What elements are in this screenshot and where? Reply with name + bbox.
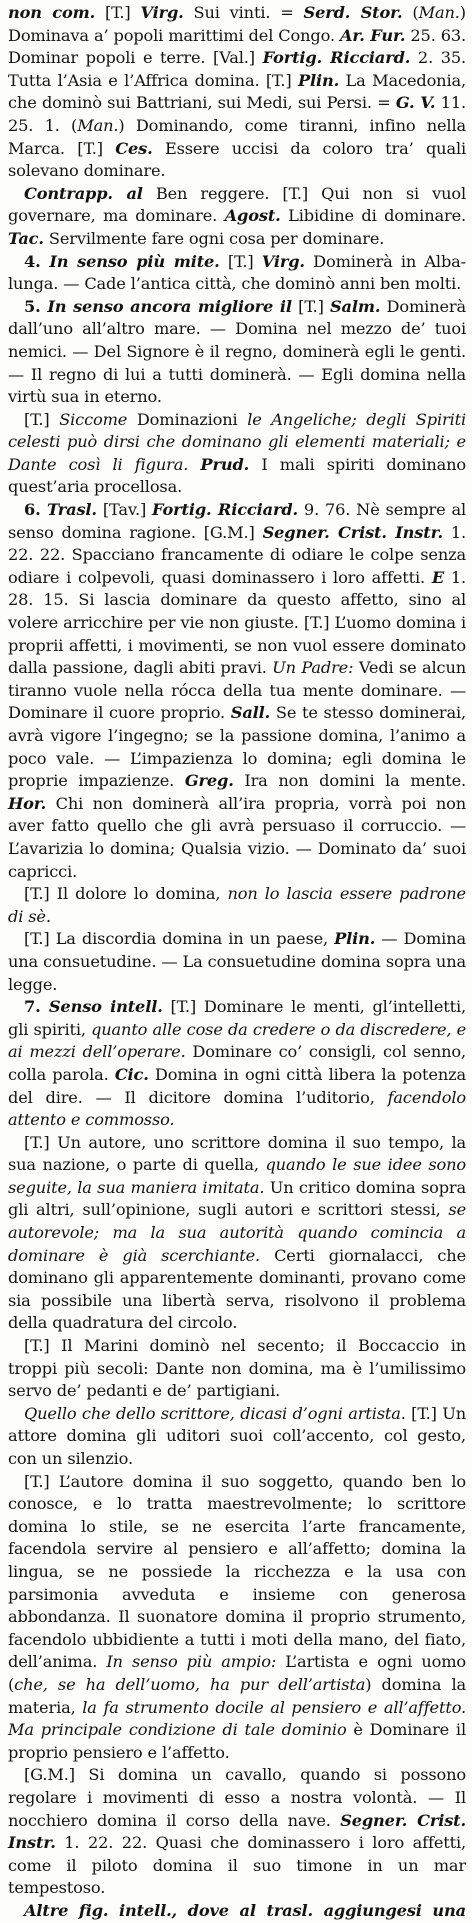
emphasis-text: Serd. Stor. — [303, 3, 403, 22]
body-text: Ira non domini la mente. — [233, 771, 466, 791]
emphasis-text: Siccome — [59, 409, 128, 429]
emphasis-text: Senso intell. — [48, 997, 163, 1017]
body-text: Essere uccisi da coloro tra’ quali solevano dominare. — [8, 138, 467, 181]
emphasis-text: Contrapp. al — [24, 183, 143, 203]
body-text: Dominerà dall’uno all’altro mare. — Domina nel mezzo de’ tuoi nemici. — Del Signore è il regno, dominerà egli le genti. — Il regno di lui a tutti dominerà. — Egli domina nella virtù sua in eterno. — [8, 296, 466, 407]
body-text: — Domina una consuetudine. — La consuetudine domina sopra una legge. — [8, 929, 466, 994]
body-text: [T.] La discordia domina in un paese, — [24, 929, 335, 949]
body-text — [188, 455, 200, 474]
body-text: [G.M.] Si domina un cavallo, quando si possono regolare i movimenti di esso a nostra volontà. — Il nocchiero domina il corso della nave. — [8, 1765, 466, 1830]
body-text: 25. 63. Dominar popoli e terre. [Val.] — [8, 25, 467, 68]
body-text: [Tav.] — [96, 500, 153, 520]
entry-paragraph — [8, 1900, 466, 1923]
emphasis-text: che, se ha dell’uomo, ha pur dell’artista — [14, 1674, 366, 1694]
emphasis-text: Prud. — [200, 454, 250, 474]
entry-paragraph — [8, 928, 466, 996]
emphasis-text: Agost. — [224, 206, 281, 226]
body-text: Certi giornalacci, che dominano gli apparentemente dominanti, provano come sia possibile una libertà serva, risolvono il problema della quadratura del circolo. — [8, 1245, 466, 1333]
emphasis-text: E — [431, 567, 445, 587]
body-text: Dominare co’ consigli, col senno, colla parola. — [8, 1042, 467, 1084]
entry-paragraph — [8, 1132, 466, 1335]
body-text: ) domina la materia, — [8, 1674, 466, 1717]
entry-paragraph — [8, 1335, 466, 1403]
emphasis-text: Salm. — [329, 296, 381, 316]
body-text: ) Dominava a’ popoli marittimi del Congo. — [8, 3, 466, 45]
emphasis-text: 7. — [24, 997, 49, 1017]
entry-paragraph — [8, 183, 466, 251]
emphasis-text: 5. — [24, 296, 48, 316]
emphasis-text: Plin. — [334, 929, 376, 949]
body-text: L’artista e ogni uomo ( — [8, 1652, 466, 1694]
emphasis-text: le Angeliche; degli Spiriti celesti può dirsi che dominano gli elementi materiali; e Dante così li figura. — [8, 409, 466, 474]
entry-paragraph — [8, 409, 466, 499]
body-text: Libidine di dominare. — [280, 206, 466, 226]
body-text: Ben reggere. [T.] Qui non si vuol governare, ma dominare. — [8, 183, 466, 226]
emphasis-text: 6. — [24, 500, 48, 520]
emphasis-text: non com. — [8, 3, 96, 22]
emphasis-text: Ar. Fur. — [339, 25, 406, 45]
body-text: [T.] Un attore domina gli uditori suoi coll’accento, col gesto, con un silenzio. — [8, 1403, 466, 1468]
emphasis-text: Tac. — [8, 228, 44, 248]
entry-paragraph — [8, 2, 466, 183]
entry-paragraph — [8, 883, 466, 928]
emphasis-text: Segner. Crist. Instr. — [262, 522, 443, 542]
body-text: 2. 35. Tutta l’Asia e l’Affrica domina. [T.] — [8, 48, 466, 90]
emphasis-text: Hor. — [8, 793, 47, 813]
emphasis-text: Quello che dello scrittore, dicasi d’ogni artista. — [24, 1403, 406, 1423]
body-text: è Dominare il proprio pensiero e l’affetto. — [8, 1720, 466, 1762]
emphasis-text: Greg. — [184, 771, 234, 791]
body-text: 9. 76. Nè sempre al senso domina ragione. [G.M.] — [8, 500, 467, 542]
emphasis-text: se autorevole; ma la sua autorità quando comincia a dominare è già scerchiante. — [8, 1200, 466, 1265]
emphasis-text: In senso ancora migliore il — [47, 296, 292, 316]
emphasis-text: 4. — [24, 251, 50, 271]
body-text: [T.] — [291, 296, 330, 316]
emphasis-text: Man. — [418, 3, 460, 22]
emphasis-text: Un Padre: — [272, 658, 354, 678]
emphasis-text: Virg. — [140, 3, 184, 22]
body-text: Dominazioni — [127, 409, 248, 429]
body-text: Sui vinti. = — [183, 3, 304, 22]
body-text: 1. 28. 15. Si lascia dominare da questo affetto, sino al volere arricchire per vie non giuste. [T.] L’uomo domina i proprii affetti, i movimenti, se non vuol essere dominato dalla passione, dagli abiti pravi. — [8, 567, 466, 678]
emphasis-text: Ces. — [115, 138, 153, 158]
emphasis-text: Fortig. Ricciard. — [262, 48, 411, 68]
body-text: [T.] Dominare le menti, gl’intelletti, gli spiriti, — [8, 997, 466, 1039]
emphasis-text: facendolo attento e commosso. — [8, 1087, 466, 1130]
body-text: [T.] Un autore, uno scrittore domina il suo tempo, la sua nazione, o parte di quella, — [8, 1132, 466, 1175]
emphasis-text: Virg. — [261, 251, 305, 271]
entry-paragraph — [8, 1764, 466, 1900]
body-text: [T.] L’autore domina il suo soggetto, quando ben lo conosce, e lo tratta maestrevolmente; lo scrittore domina lo stile, se ne esercita l’arte francamente, facendola servire al pensiero e all’affetto; domina la lingua, se ne possiede la ricchezza e la usa con parsimonia avveduta e insieme con generosa abbondanza. Il suonatore domina il proprio strumento, facendolo ubbidiente a tutti i moti della mano, del fiato, dell’anima. — [8, 1471, 466, 1672]
body-text: Domina in ogni città libera la potenza del dire. — Il dicitore domina l’uditorio, — [8, 1064, 466, 1107]
emphasis-text: la fa strumento docile al pensiero e all’affetto. Ma principale condizione di tale dominio — [8, 1697, 467, 1740]
emphasis-text: Altre fig. intell., dove al trasl. aggiungesi una — [24, 1900, 466, 1920]
emphasis-text: quanto alle cose da credere o da discredere, e ai mezzi dell’operare. — [8, 1019, 466, 1062]
body-text: [T.] — [24, 409, 60, 429]
body-text: Vedi se alcun tiranno vuole nella rócca della tua mente dominare. — Dominare il cuore proprio. — [8, 658, 466, 723]
entry-paragraph — [8, 1471, 466, 1765]
emphasis-text: In senso più mite. — [49, 251, 220, 271]
emphasis-text: Segner. Crist. Instr. — [8, 1810, 466, 1853]
body-text: Un critico domina sopra gli altri, sull’opinione, sugli autori e scrittori stessi, — [8, 1177, 467, 1220]
emphasis-text: quando le sue idee sono seguite, la sua maniera imitata. — [8, 1155, 466, 1197]
body-text: 1. 22. 22. Spacciano francamente di odiare le colpe senza odiare i colpevoli, quasi dominassero i loro affetti. — [8, 522, 467, 587]
body-text: [T.] Il dolore lo domina, — [24, 884, 228, 904]
body-text: Se te stesso dominerai, avrà vigore l’ingegno; se la passione domina, l’animo a poco vale. — L’impazienza lo domina; egli domina le proprie impazienze. — [8, 703, 466, 791]
emphasis-text: Plin. — [297, 70, 340, 90]
body-text: 11. 25. 1. ( — [8, 93, 466, 135]
body-text: La Macedonia, che dominò sui Battriani, sui Medi, sui Persi. = — [8, 70, 466, 113]
body-text: Chi non dominerà all’ira propria, vorrà poi non aver fatto quello che gli avrà persuaso il corruccio. — L’avarizia lo domina; Qualsia vizio. — Dominato da’ suoi capricci. — [8, 793, 466, 881]
body-text: ( — [402, 3, 419, 22]
entry-paragraph — [8, 251, 466, 296]
emphasis-text: In senso più ampio: — [106, 1652, 277, 1672]
entry-paragraph — [8, 499, 466, 883]
body-text: 1. 22. 22. Quasi che dominassero i loro affetti, come il piloto domina il suo timone in un mar tempestoso. — [8, 1833, 466, 1898]
entry-paragraph — [8, 296, 466, 409]
body-text: [T.] Il Marini dominò nel secento; il Boccaccio in troppi più secoli: Dante non domina, ma è l’umilissimo servo de’ pedanti e de’ partigiani. — [8, 1336, 466, 1401]
body-text: Dominerà in Alba-lunga. — Cade l’antica città, che dominò anni ben molti. — [8, 251, 466, 294]
emphasis-text: Sall. — [230, 703, 271, 723]
entry-paragraph — [8, 996, 466, 1132]
body-text: Servilmente fare ogni cosa per dominare. — [43, 228, 385, 248]
emphasis-text: Fortig. Ricciard. — [152, 500, 298, 520]
body-text: [T.] — [219, 251, 262, 271]
body-text: [T.] — [95, 3, 141, 22]
entry-paragraph — [8, 1403, 466, 1471]
emphasis-text: non lo lascia essere padrone di sè. — [8, 884, 466, 926]
emphasis-text: G. V. — [395, 93, 436, 113]
emphasis-text: Man. — [77, 115, 119, 135]
emphasis-text: Cic. — [114, 1064, 149, 1084]
body-text: ) Dominando, come tiranni, infino nella Marca. [T.] — [8, 115, 466, 158]
body-text: I mali spiriti dominano quest’aria procellosa. — [8, 454, 467, 497]
emphasis-text: Trasl. — [47, 500, 97, 520]
